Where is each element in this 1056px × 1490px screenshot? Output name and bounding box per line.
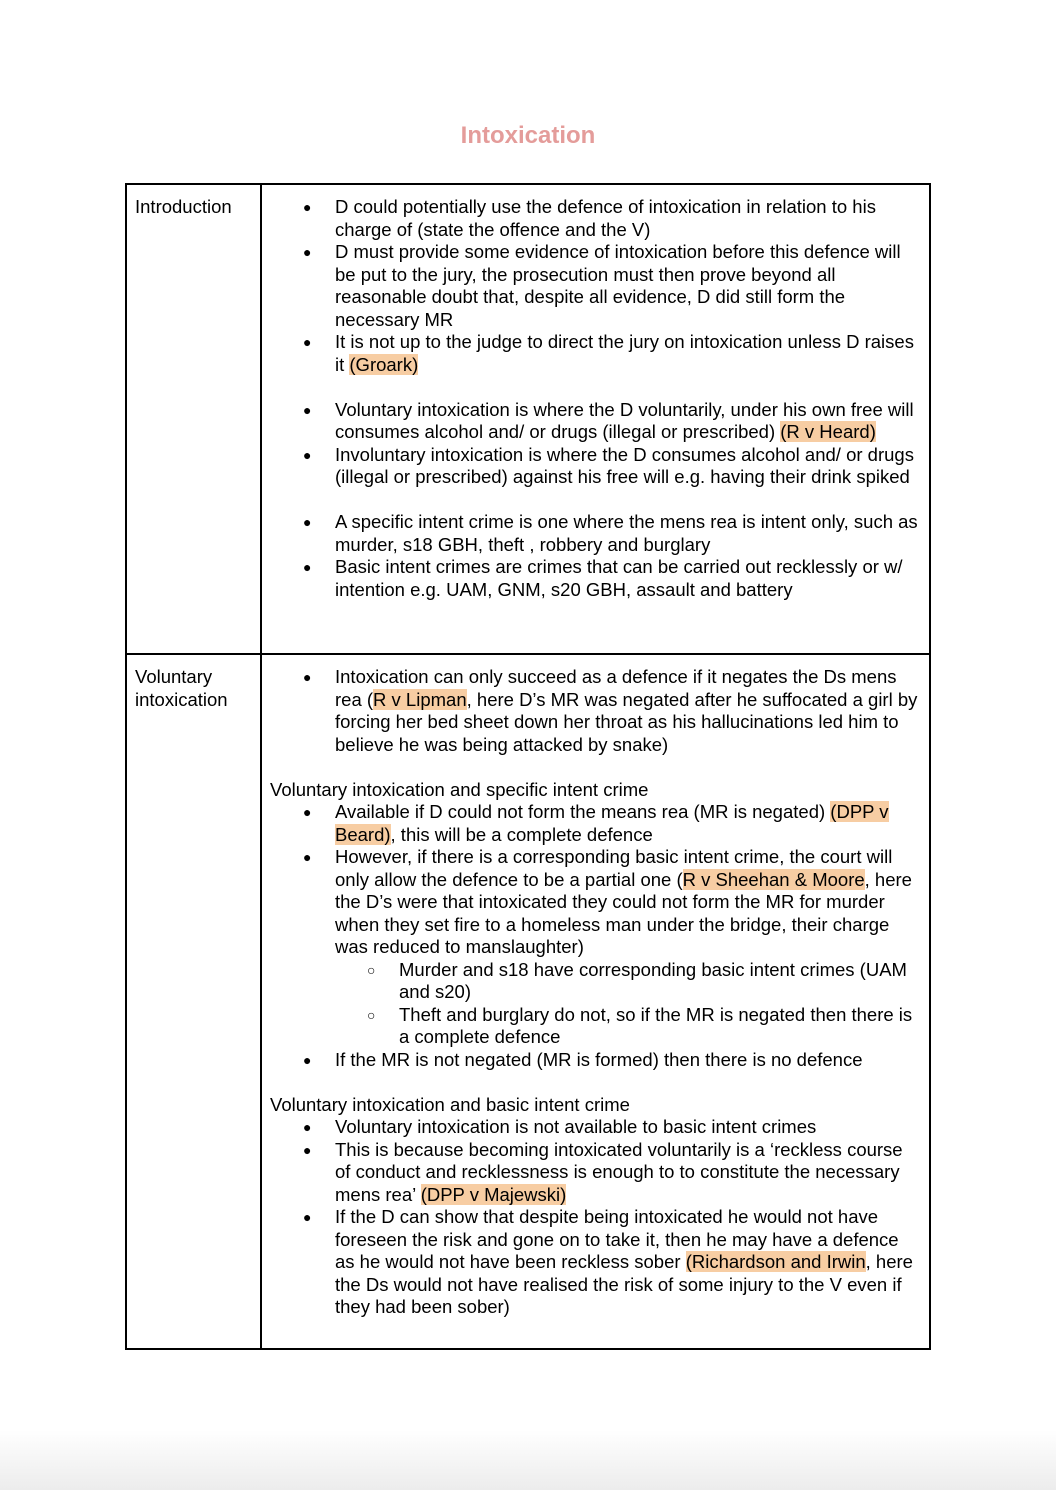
- list-item: ● Voluntary intoxication is where the D voluntarily, under his own free will consumes alcohol and/ or drugs (illegal or prescribed) (R v Heard): [270, 399, 921, 444]
- sub-list-item: ○ Theft and burglary do not, so if the MR is negated then there is a complete defence: [270, 1004, 921, 1049]
- bullet-list: [270, 511, 921, 601]
- section-label-introduction: Introduction: [135, 196, 232, 217]
- list-item: ● However, if there is a corresponding basic intent crime, the court will only allow the defence to be a partial one (R v Sheehan & Moore, here the D’s were that intoxicated they could not form the MR for murder when they set fire to a homeless man under the bridge, their charge was reduced to manslaughter) ○ Murder and s18 have corresponding basic intent crimes (UAM and s20) ○ Theft and burglary do not, so if the MR is negated then there is a complete defence: [270, 846, 921, 1049]
- list-item: ● Intoxication can only succeed as a defence if it negates the Ds mens rea (R v Lipman, here D’s MR was negated after he suffocated a girl by forcing her bed sheet down her throat as his hallucinations led him to believe he was being attacked by snake): [270, 666, 921, 756]
- label-cell-introduction: [126, 184, 261, 654]
- page-title: Intoxication: [460, 122, 596, 149]
- section-label-voluntary: Voluntary intoxication: [135, 666, 228, 710]
- case-citation: (Groark): [349, 353, 419, 375]
- case-citation: R v Sheehan & Moore: [682, 868, 865, 890]
- bullet-list: [270, 801, 921, 1071]
- table-row-voluntary: [126, 654, 930, 1349]
- list-item: ● If the D can show that despite being intoxicated he would not have foreseen the risk and gone on to take it, then he may have a defence as he would not have been reckless sober (Richardson and Irwin, here the Ds would not have realised the risk of some injury to the V even if they had been sober): [270, 1206, 921, 1319]
- case-citation: (DPP v Majewski): [420, 1183, 567, 1205]
- list-item: ● Basic intent crimes are crimes that can be carried out recklessly or w/ intention e.g. UAM, GNM, s20 GBH, assault and battery: [270, 556, 921, 601]
- table-row-introduction: [126, 184, 930, 654]
- bullet-list: [270, 666, 921, 756]
- sub-list-item: ○ Murder and s18 have corresponding basic intent crimes (UAM and s20): [270, 959, 921, 1004]
- page-bottom-shade: [0, 1430, 1056, 1490]
- label-cell-voluntary: [126, 654, 261, 1349]
- case-citation: (Richardson and Irwin: [685, 1251, 866, 1272]
- list-item: ● If the MR is not negated (MR is formed) then there is no defence: [270, 1049, 921, 1072]
- list-item: ● Available if D could not form the means rea (MR is negated) (DPP v Beard), this will be a complete defence: [270, 801, 921, 846]
- sub-bullet-list: [335, 959, 921, 1049]
- notes-table: [125, 183, 931, 1350]
- list-item: ● Voluntary intoxication is not available to basic intent crimes: [270, 1116, 921, 1139]
- case-citation: (R v Heard): [780, 421, 876, 442]
- list-item: ● D must provide some evidence of intoxication before this defence will be put to the jury, the prosecution must then prove beyond all reasonable doubt that, despite all evidence, D did still form the necessary MR: [270, 241, 921, 331]
- subheading-basic-intent: Voluntary intoxication and basic intent crime: [270, 1093, 630, 1115]
- bullet-list: [270, 1116, 921, 1319]
- list-item: ● A specific intent crime is one where the mens rea is intent only, such as murder, s18 GBH, theft , robbery and burglary: [270, 511, 921, 556]
- bullet-list: [270, 399, 921, 489]
- content-cell-introduction: [261, 184, 930, 654]
- case-citation: R v Lipman: [373, 688, 467, 710]
- list-item: ● This is because becoming intoxicated voluntarily is a ‘reckless course of conduct and recklessness is enough to to constitute the necessary mens rea’ (DPP v Majewski): [270, 1139, 921, 1207]
- subheading-specific-intent: Voluntary intoxication and specific intent crime: [270, 778, 649, 800]
- case-citation: (DPP v Beard): [335, 801, 889, 845]
- bullet-list: [270, 196, 921, 376]
- list-item: ● It is not up to the judge to direct the jury on intoxication unless D raises it (Groark): [270, 331, 921, 376]
- list-item: ● Involuntary intoxication is where the D consumes alcohol and/ or drugs (illegal or prescribed) against his free will e.g. having their drink spiked: [270, 444, 921, 489]
- content-cell-voluntary: [261, 654, 930, 1349]
- list-item: ● D could potentially use the defence of intoxication in relation to his charge of (state the offence and the V): [270, 196, 921, 241]
